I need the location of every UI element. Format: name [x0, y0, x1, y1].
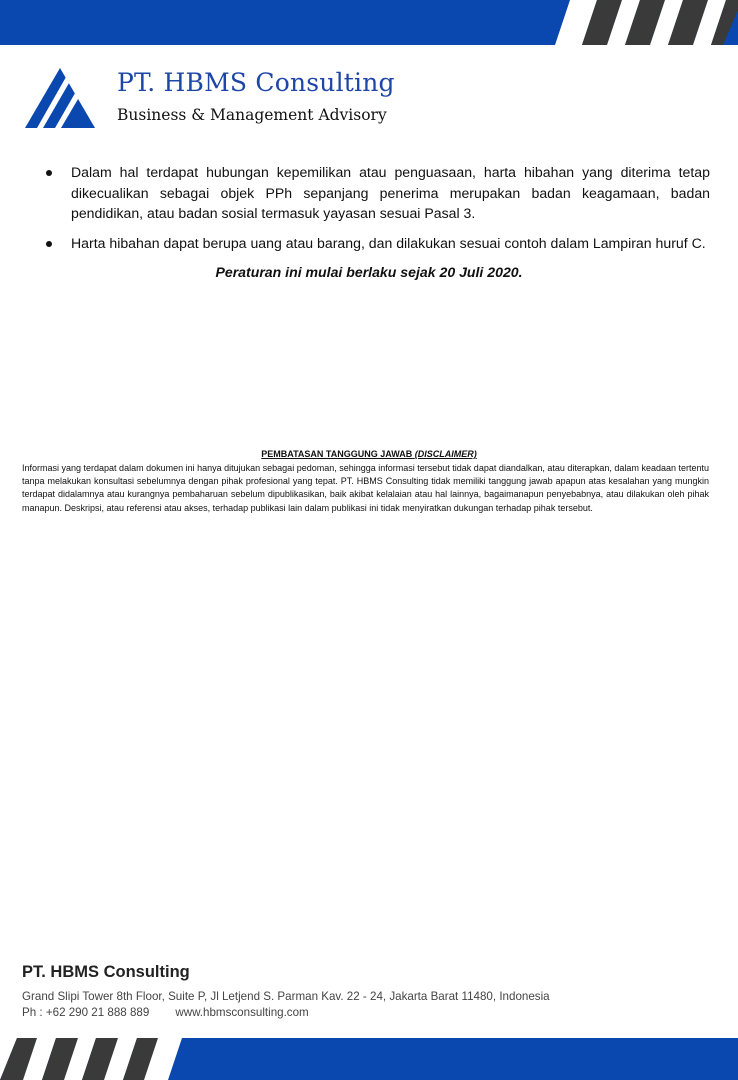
disclaimer-title-italic: (DISCLAIMER) [414, 449, 477, 459]
disclaimer-title-text: PEMBATASAN TANGGUNG JAWAB [261, 449, 413, 459]
footer-band [0, 1038, 738, 1080]
company-name: PT. HBMS Consulting [117, 68, 395, 97]
footer-phone: Ph : +62 290 21 888 889 [22, 1006, 150, 1019]
bullet-text: Harta hibahan dapat berupa uang atau barang, dan dilakukan sesuai contoh dalam Lampiran huruf C. [71, 234, 706, 251]
footer-website-link[interactable]: www.hbmsconsulting.com [175, 1006, 309, 1019]
list-item [43, 233, 710, 254]
header-band [0, 0, 738, 45]
bullet-icon [46, 170, 52, 176]
triangle-logo-icon [25, 68, 95, 128]
company-tagline: Business & Management Advisory [117, 106, 387, 124]
bullet-icon [46, 241, 52, 247]
effective-date-note: Peraturan ini mulai berlaku sejak 20 Juli 2020. [215, 264, 523, 280]
disclaimer-title [0, 449, 738, 459]
disclaimer-body: Informasi yang terdapat dalam dokumen ini hanya ditujukan sebagai pedoman, sehingga informasi tersebut tidak dapat diandalkan, atau diterapkan, dalam keadaan tertentu tanpa melakukan konsultasi sebelumnya dengan pihak profesional yang tepat. PT. HBMS Consulting tidak memiliki tanggung jawab apapun atas kesalahan yang mungkin terdapat didalamnya atau kurangnya pembaharuan sebelum dipublikasikan, baik akibat kelalaian atau hal lainnya, bagaimanapun penyebabnya, atau dilakukan oleh pihak manapun. Deskripsi, atau referensi atau akses, terhadap publikasi lain dalam publikasi ini tidak menyiratkan dukungan terhadap pihak tersebut. [22, 463, 709, 513]
bullet-list [43, 162, 710, 262]
footer-contact [22, 1006, 309, 1019]
footer-address: Grand Slipi Tower 8th Floor, Suite P, Jl Letjend S. Parman Kav. 22 - 24, Jakarta Barat 11480, Indonesia [22, 990, 550, 1003]
footer-company-name: PT. HBMS Consulting [22, 963, 190, 981]
list-item [43, 162, 710, 224]
bullet-text: Dalam hal terdapat hubungan kepemilikan atau penguasaan, harta hibahan yang diterima tetap dikecualikan sebagai objek PPh sepanjang penerima merupakan badan keagamaan, badan pendidikan, atau badan sosial termasuk yayasan sesuai Pasal 3. [71, 164, 710, 221]
